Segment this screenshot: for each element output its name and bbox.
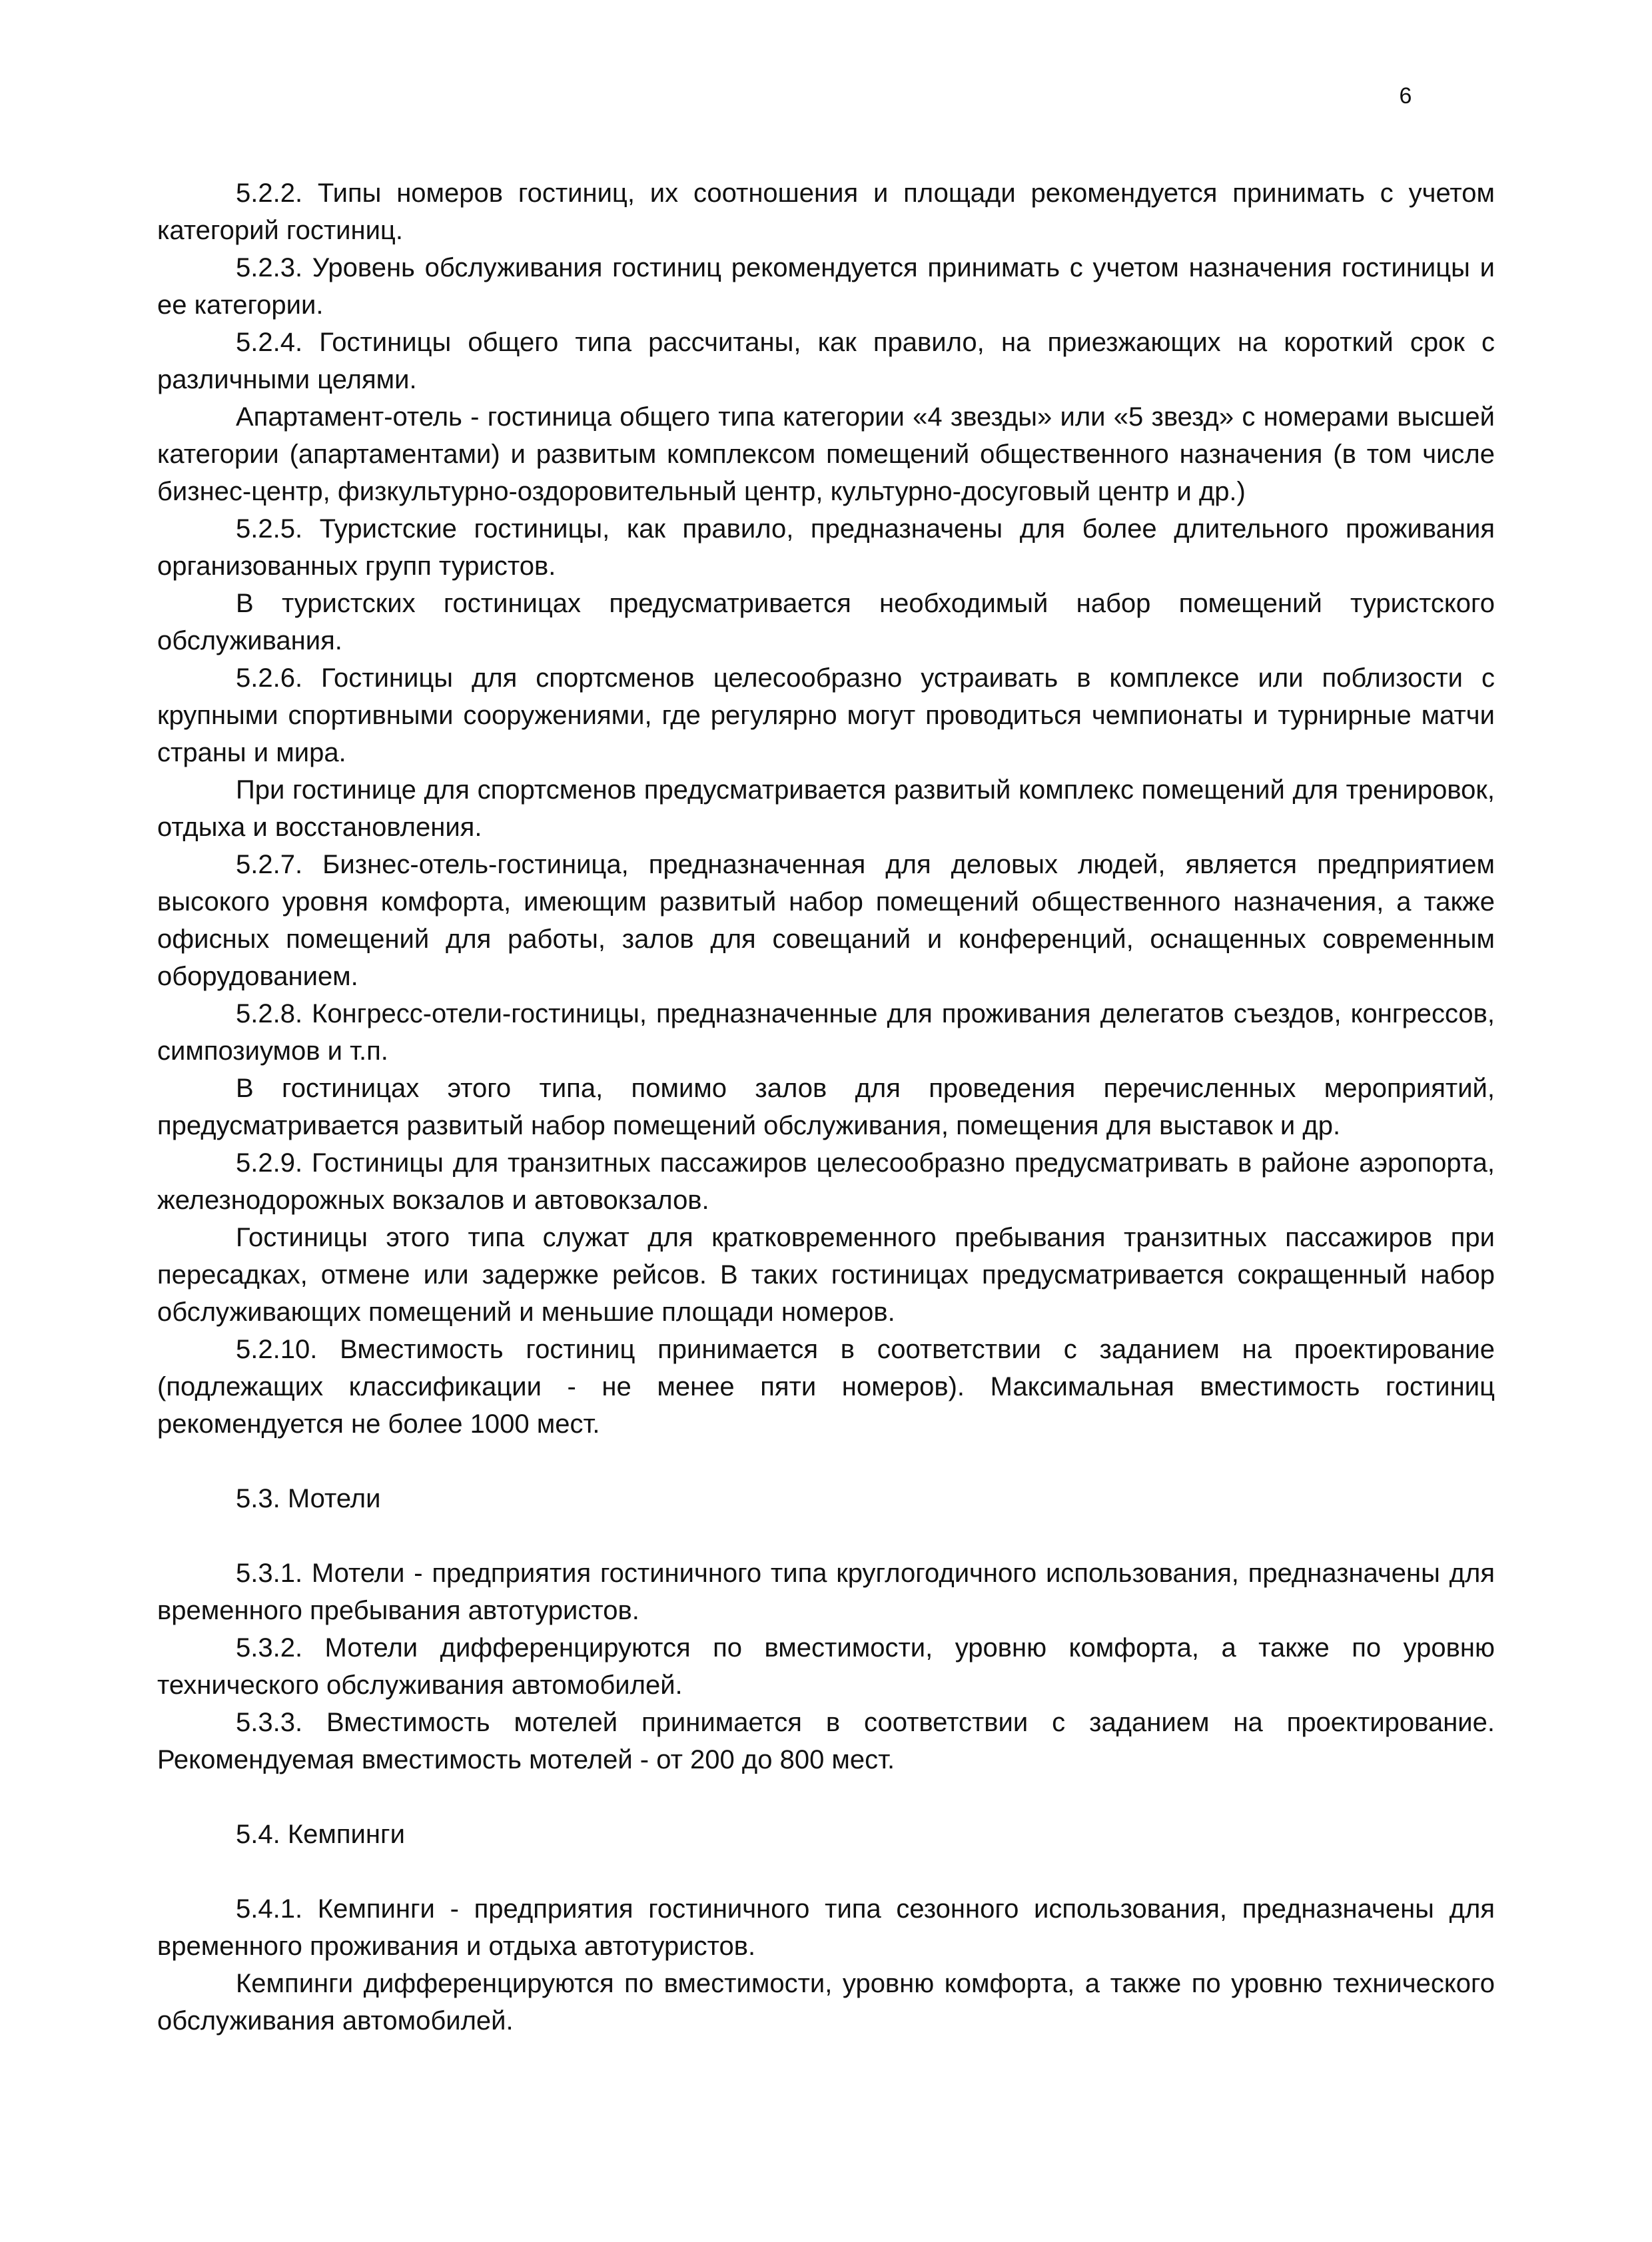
paragraph-5-2-8: 5.2.8. Конгресс-отели-гостиницы, предназначенные для проживания делегатов съездов, конгрессов, симпозиумов и т.п.: [157, 999, 1495, 1066]
paragraph-5-3-1: 5.3.1. Мотели - предприятия гостиничного типа круглогодичного использования, предназначены для временного пребывания автотуристов.: [157, 1559, 1495, 1625]
paragraph-congress-hotels: В гостиницах этого типа, помимо залов для проведения перечисленных мероприятий, предусматривается развитый набор помещений обслуживания, помещения для выставок и др.: [157, 1074, 1495, 1140]
paragraph-5-2-3: 5.2.3. Уровень обслуживания гостиниц рекомендуется принимать с учетом назначения гостиницы и ее категории.: [157, 253, 1495, 320]
section-heading-campings: 5.4. Кемпинги: [236, 1820, 405, 1849]
page-number: 6: [1399, 83, 1412, 109]
paragraph-transit-hotels: Гостиницы этого типа служат для кратковременного пребывания транзитных пассажиров при пересадках, отмене или задержке рейсов. В таких гостиницах предусматривается сокращенный набор обслуживающих помещений и меньшие площади номеров.: [157, 1223, 1495, 1327]
paragraph-5-3-3: 5.3.3. Вместимость мотелей принимается в соответствии с заданием на проектирование. Рекомендуемая вместимость мотелей - от 200 до 800 мест.: [157, 1708, 1495, 1774]
paragraph-sport-hotels: При гостинице для спортсменов предусматривается развитый комплекс помещений для тренировок, отдыха и восстановления.: [157, 775, 1495, 842]
paragraph-5-4-1: 5.4.1. Кемпинги - предприятия гостиничного типа сезонного использования, предназначены для временного проживания и отдыха автотуристов.: [157, 1894, 1495, 1961]
paragraph-campings-differentiation: Кемпинги дифференцируются по вместимости, уровню комфорта, а также по уровню технического обслуживания автомобилей.: [157, 1969, 1495, 2036]
paragraph-5-3-2: 5.3.2. Мотели дифференцируются по вместимости, уровню комфорта, а также по уровню технического обслуживания автомобилей.: [157, 1633, 1495, 1700]
paragraph-5-2-4: 5.2.4. Гостиницы общего типа рассчитаны, как правило, на приезжающих на короткий срок с различными целями.: [157, 328, 1495, 394]
paragraph-5-2-6: 5.2.6. Гостиницы для спортсменов целесообразно устраивать в комплексе или поблизости с крупными спортивными сооружениями, где регулярно могут проводиться чемпионаты и турнирные матчи страны и мира.: [157, 663, 1495, 767]
section-heading-motels: 5.3. Мотели: [236, 1484, 381, 1513]
paragraph-apartment-hotel: Апартамент-отель - гостиница общего типа категории «4 звезды» или «5 звезд» с номерами высшей категории (апартаментами) и развитым комплексом помещений общественного назначения (в том числе бизнес-центр, физкультурно-оздоровительный центр, культурно-досуговый центр и др.): [157, 402, 1495, 506]
paragraph-5-2-10: 5.2.10. Вместимость гостиниц принимается в соответствии с заданием на проектирование (подлежащих классификации - не менее пяти номеров). Максимальная вместимость гостиниц рекомендуется не более 1000 мест.: [157, 1335, 1495, 1439]
paragraph-5-2-7: 5.2.7. Бизнес-отель-гостиница, предназначенная для деловых людей, является предприятием высокого уровня комфорта, имеющим развитый набор помещений общественного назначения, а также офисных помещений для работы, залов для совещаний и конференций, оснащенных современным оборудованием.: [157, 850, 1495, 991]
paragraph-5-2-5: 5.2.5. Туристские гостиницы, как правило, предназначены для более длительного проживания организованных групп туристов.: [157, 514, 1495, 581]
paragraph-tourist-hotels: В туристских гостиницах предусматривается необходимый набор помещений туристского обслуживания.: [157, 589, 1495, 655]
paragraph-5-2-9: 5.2.9. Гостиницы для транзитных пассажиров целесообразно предусматривать в районе аэропорта, железнодорожных вокзалов и автовокзалов.: [157, 1148, 1495, 1215]
paragraph-5-2-2: 5.2.2. Типы номеров гостиниц, их соотношения и площади рекомендуется принимать с учетом категорий гостиниц.: [157, 179, 1495, 245]
document-body: [157, 175, 1495, 2040]
